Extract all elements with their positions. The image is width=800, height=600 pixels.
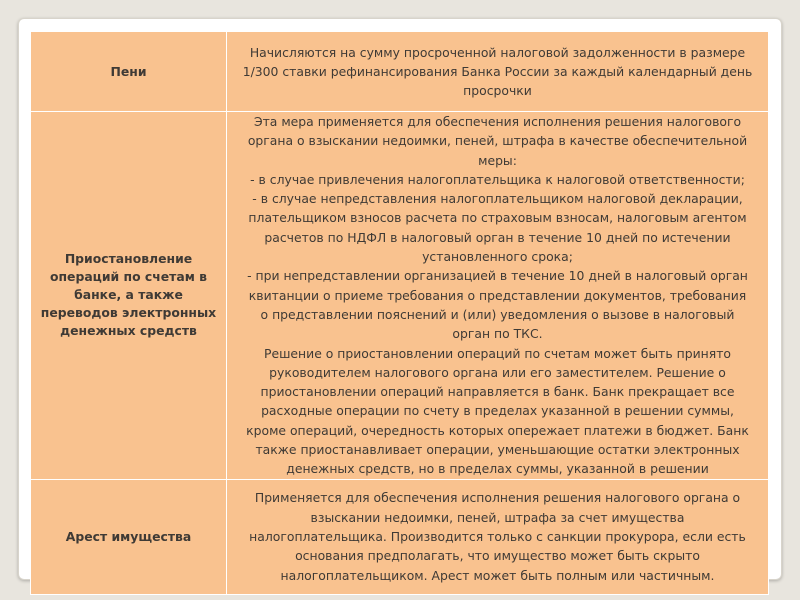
description-line: основания предполагать, что имущество может быть скрыто [295,548,700,564]
description-line: Применяется для обеспечения исполнения решения налогового органа о [254,490,741,506]
description-line: приостановлении операций направляется в банк. Банк прекращает все [260,384,735,400]
description-line: о представлении пояснений и (или) уведомления о вызове в налоговый [260,306,735,322]
description-line: квитанции о приеме требования о представлении документов, требования [248,287,747,303]
description-line: расходные операции по счету в пределах указанной в решении суммы, [261,403,734,419]
description-line: взыскании недоимки, пеней, штрафа за счет имущества [310,509,685,525]
description-line: - в случае непредставления налогоплательщиком налоговой декларации, [252,191,743,207]
term-line: Приостановление [64,251,193,267]
description-cell [227,112,769,480]
term-cell [31,112,227,480]
term-line: переводов электронных [40,305,217,321]
description-line: Решение о приостановлении операций по счетам может быть принято [263,345,732,361]
term-cell [31,32,227,112]
description-line: кроме операций, очередность которых опережает платежи в бюджет. Банк [246,422,749,438]
table-row-penalties [31,32,769,112]
description-cell [227,32,769,112]
term-line: банке, а также [74,287,183,303]
table-row-property-arrest [31,479,769,594]
description-line: - при непредставлении организацией в течение 10 дней в налоговый орган [247,268,748,284]
description-line: плательщиком взносов расчета по страховым взносам, налоговым агентом [248,210,747,226]
term-penalties: Пени [110,63,147,79]
description-line: налогоплательщиком. Арест может быть полным или частичным. [280,567,715,583]
description-line: налогоплательщика. Производится только с санкции прокурора, если есть [249,528,746,544]
term-line: денежных средств [60,323,197,339]
table-row-suspension [31,112,769,480]
description-line: - в случае привлечения налогоплательщика к налоговой ответственности; [250,171,745,187]
tax-measures-table [30,31,769,595]
description-cell [227,479,769,594]
description-line: установленного срока; [422,249,573,265]
description-line: денежных средств, но в пределах суммы, указанной в решении [286,461,709,477]
term-property-arrest: Арест имущества [65,528,192,544]
description-line: расчетов по НДФЛ в налоговый орган в течение 10 дней по истечении [264,229,731,245]
term-cell [31,479,227,594]
description-line: Эта мера применяется для обеспечения исполнения решения налогового [253,114,742,129]
description-line: также приостанавливает операции, уменьшающие остатки электронных [255,442,740,458]
term-line: операций по счетам в [49,269,208,285]
description-line: орган по ТКС. [452,326,543,342]
description-line: органа о взыскании недоимки, пеней, штрафа в качестве обеспечительной [247,133,748,149]
description-line: меры: [478,152,517,168]
description-line: просрочки [463,83,532,99]
description-line: руководителем налогового органа или его заместителем. Решение о [269,364,726,380]
description-line: Начисляются на сумму просроченной налоговой задолженности в размере [249,44,746,60]
description-line: 1/300 ставки рефинансирования Банка России за каждый календарный день [242,63,753,79]
